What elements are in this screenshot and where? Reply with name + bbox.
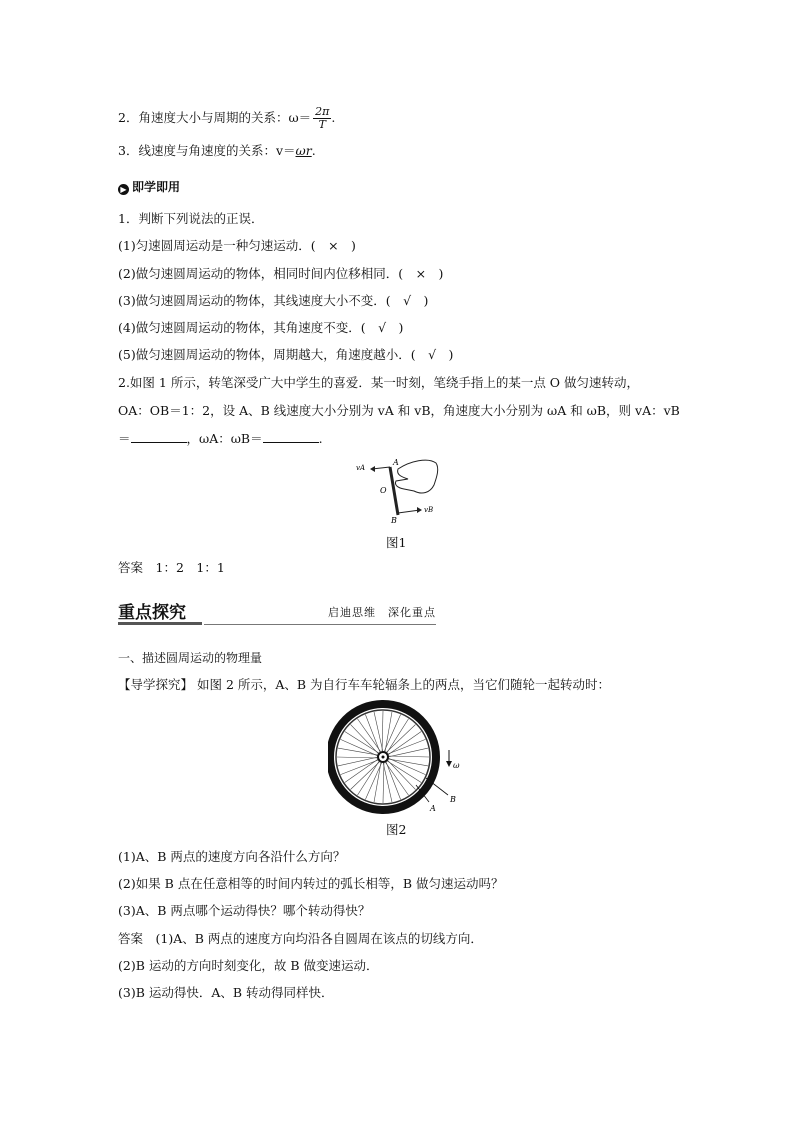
wheel-axle [382, 756, 385, 759]
answer-b: (2)B 运动的方向时刻变化，故 B 做变速运动． [118, 958, 379, 973]
question-2-line-2: OA：OB＝1：2，设 A、B 线速度大小分别为 vA 和 vB，角速度大小分别为 ωA 和 ωB，则 vA：vB [118, 403, 680, 418]
vb-arrowhead [417, 507, 422, 513]
answer-c: (3)B 运动得快．A、B 转动得同样快． [118, 985, 334, 1000]
fraction [313, 106, 331, 131]
formula-text: 3．线速度与角速度的关系：v＝ [118, 143, 296, 158]
wheel-spoke [345, 731, 381, 754]
statement-1: (1)匀速圆周运动是一种匀速运动．( × ) [118, 238, 356, 253]
omega-arrowhead [446, 761, 452, 767]
statement-2: (2)做匀速圆周运动的物体，相同时间内位移相同．( × ) [118, 266, 444, 281]
wheel-spoke [382, 711, 383, 753]
formula-answer: ωr [295, 143, 312, 158]
question-2-line-1: 2.如图 1 所示，转笔深受广大中学生的喜爱．某一时刻，笔绕手指上的某一点 O 做匀速转动， [118, 375, 640, 390]
pen-line [390, 467, 398, 515]
fraction-numerator: 2π [315, 105, 330, 118]
label-a: A [393, 458, 399, 467]
label-b: B [450, 795, 456, 804]
statement-5: (5)做匀速圆周运动的物体，周期越大，角速度越小．( √ ) [118, 347, 454, 362]
hand-outline [395, 460, 437, 493]
figure-2-caption: 图2 [386, 822, 407, 837]
label-a: A [430, 804, 436, 813]
statement-4: (4)做匀速圆周运动的物体，其角速度不变．( √ ) [118, 320, 404, 335]
section-header [118, 598, 436, 626]
practice-heading [118, 179, 180, 195]
wheel-spoke [387, 756, 429, 757]
figure-1-pen-diagram [350, 455, 450, 530]
label-va: vA [356, 464, 366, 472]
section-rule-thin [204, 624, 436, 625]
answer-blank-1 [131, 430, 187, 443]
answer-1: 答案 1：2 1：1 [118, 560, 225, 575]
wheel-spoke [386, 719, 409, 755]
line-end: . [318, 431, 323, 446]
wheel-spoke [338, 748, 380, 755]
wheel-spoke [383, 761, 384, 803]
play-bullet-icon: ▶ [118, 184, 129, 195]
section-subtitle: 启迪思维 深化重点 [328, 606, 436, 619]
wheel-spoke [387, 748, 428, 757]
section-title: 重点探究 [118, 603, 186, 623]
practice-heading-text: 即学即用 [132, 180, 181, 194]
label-o: O [380, 486, 387, 495]
omega-ratio-label: ，ωA：ωB＝ [186, 431, 263, 446]
section-rule-thick [118, 622, 202, 628]
formula-period-relation [118, 106, 335, 131]
label-vb: vB [424, 506, 434, 514]
fraction-denominator: T [318, 118, 326, 131]
question-b: (2)如果 B 点在任意相等的时间内转过的弧长相等，B 做匀速运动吗？ [118, 876, 504, 891]
figure-1-caption: 图1 [386, 535, 407, 550]
part-1-heading: 一、描述圆周运动的物理量 [118, 651, 263, 665]
formula-linear-angular-relation [118, 143, 316, 159]
wheel-spoke [385, 712, 392, 754]
wheel-spoke [341, 739, 380, 756]
question-1-intro: 1．判断下列说法的正误． [118, 211, 264, 226]
formula-end: . [311, 143, 316, 158]
label-b: B [391, 516, 397, 525]
wheel-spoke [374, 761, 381, 803]
vb-arrow [398, 510, 420, 513]
wheel-spoke [384, 715, 401, 754]
figure-2-wheel-diagram [328, 700, 468, 815]
question-2-line-3 [118, 430, 323, 447]
formula-end: . [331, 110, 336, 125]
wheel-spoke [387, 758, 426, 775]
wheel-spoke [383, 761, 392, 802]
wheel-spoke [337, 757, 379, 758]
wheel-spoke [374, 712, 383, 753]
formula-text: 2．角速度大小与周期的关系：ω＝ [118, 110, 312, 125]
answer-a: 答案 (1)A、B 两点的速度方向均沿各自圆周在该点的切线方向． [118, 931, 483, 946]
va-arrowhead [370, 466, 375, 472]
wheel-spoke [357, 760, 380, 796]
question-c: (3)A、B 两点哪个运动得快？哪个转动得快？ [118, 903, 371, 918]
wheel-spoke [338, 757, 379, 766]
statement-3: (3)做匀速圆周运动的物体，其线速度大小不变．( √ ) [118, 293, 429, 308]
wheel-spoke [386, 760, 422, 783]
wheel-spoke [365, 761, 382, 800]
label-omega: ω [453, 761, 460, 770]
guide-text: 【导学探究】 如图 2 所示，A、B 为自行车车轮辐条上的两点，当它们随轮一起转动时： [118, 677, 611, 692]
wheel-spoke [387, 759, 429, 766]
equals-sign: ＝ [118, 431, 131, 446]
answer-blank-2 [263, 430, 319, 443]
question-a: (1)A、B 两点的速度方向各沿什么方向？ [118, 849, 346, 864]
